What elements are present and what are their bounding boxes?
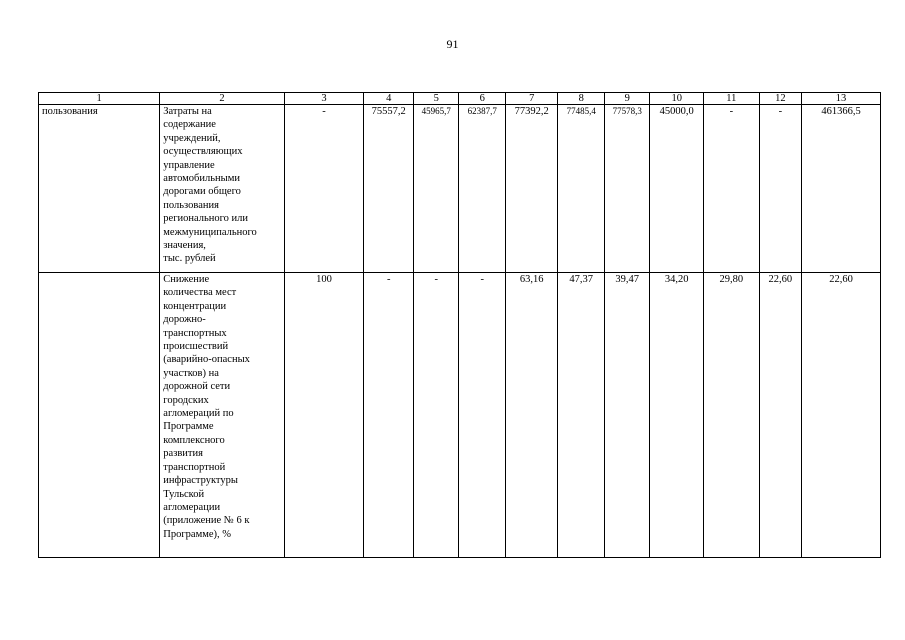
description-line: городских xyxy=(163,394,209,406)
column-header: 6 xyxy=(459,93,505,105)
column-header: 8 xyxy=(558,93,604,105)
value-cell: 34,20 xyxy=(650,273,704,558)
description-line: происшествий xyxy=(163,341,229,353)
value-cell: 63,16 xyxy=(505,273,558,558)
description-line: Тульской xyxy=(163,488,205,500)
column-header: 3 xyxy=(284,93,364,105)
page-number: 91 xyxy=(446,37,459,51)
description-line: агломерации xyxy=(163,501,221,513)
indicator-description-cell xyxy=(160,273,284,558)
column-header: 2 xyxy=(160,93,284,105)
value-cell: 22,60 xyxy=(759,273,801,558)
value-cell: 62387,7 xyxy=(459,105,505,273)
value-cell: 45000,0 xyxy=(650,105,704,273)
description-line: инфраструктуры xyxy=(163,475,238,487)
description-line: управление xyxy=(163,159,215,171)
column-header: 1 xyxy=(39,93,160,105)
column-header: 7 xyxy=(505,93,558,105)
value-cell: 22,60 xyxy=(802,273,881,558)
column-header: 11 xyxy=(704,93,760,105)
value-cell: 77392,2 xyxy=(505,105,558,273)
description-line: концентрации xyxy=(163,300,227,312)
description-line: пользования xyxy=(163,199,219,211)
description-line: Программе xyxy=(163,421,214,433)
description-line: учреждений, xyxy=(163,132,221,144)
column-header: 9 xyxy=(604,93,649,105)
column-header: 12 xyxy=(759,93,801,105)
description-line: дорожной сети xyxy=(163,381,231,393)
value-cell: - xyxy=(413,273,458,558)
value-cell: - xyxy=(459,273,505,558)
description-line: дорожно- xyxy=(163,314,206,326)
description-line: Программе), % xyxy=(163,528,232,540)
data-table xyxy=(38,92,881,558)
description-line: межмуниципального xyxy=(163,226,257,238)
description-line: транспортной xyxy=(163,461,226,473)
indicator-description-cell xyxy=(160,105,284,273)
row-category-cell: пользования xyxy=(39,105,160,273)
description-line: комплексного xyxy=(163,434,225,446)
value-cell: 77578,3 xyxy=(604,105,649,273)
description-line: Затраты на xyxy=(163,106,212,117)
description-line: количества мест xyxy=(163,287,237,299)
value-cell: 100 xyxy=(284,273,364,558)
description-line: (аварийно-опасных xyxy=(163,354,250,366)
table-row xyxy=(39,273,881,558)
description-line: значения, xyxy=(163,240,206,252)
description-line: транспортных xyxy=(163,327,227,339)
column-header: 13 xyxy=(802,93,881,105)
value-cell: 461366,5 xyxy=(802,105,881,273)
description-line: регионального или xyxy=(163,213,249,225)
value-cell: 39,47 xyxy=(604,273,649,558)
description-line: Снижение xyxy=(163,274,210,285)
description-line: осуществляющих xyxy=(163,146,243,158)
description-line: развития xyxy=(163,448,203,460)
value-cell: - xyxy=(759,105,801,273)
column-header-row xyxy=(39,93,881,105)
column-header: 5 xyxy=(413,93,458,105)
column-header: 10 xyxy=(650,93,704,105)
value-cell: - xyxy=(704,105,760,273)
row-category-cell xyxy=(39,273,160,558)
value-cell: 45965,7 xyxy=(413,105,458,273)
description-line: тыс. рублей xyxy=(163,253,216,265)
value-cell: 47,37 xyxy=(558,273,604,558)
value-cell: 29,80 xyxy=(704,273,760,558)
description-line: автомобильными xyxy=(163,173,240,185)
table-row xyxy=(39,105,881,273)
description-line: содержание xyxy=(163,119,216,131)
value-cell: - xyxy=(284,105,364,273)
value-cell: 77485,4 xyxy=(558,105,604,273)
value-cell: - xyxy=(364,273,414,558)
description-line: дорогами общего xyxy=(163,186,241,198)
description-line: агломераций по xyxy=(163,408,234,420)
column-header: 4 xyxy=(364,93,414,105)
description-line: (приложение № 6 к xyxy=(163,515,250,527)
value-cell: 75557,2 xyxy=(364,105,414,273)
description-line: участков) на xyxy=(163,367,219,379)
